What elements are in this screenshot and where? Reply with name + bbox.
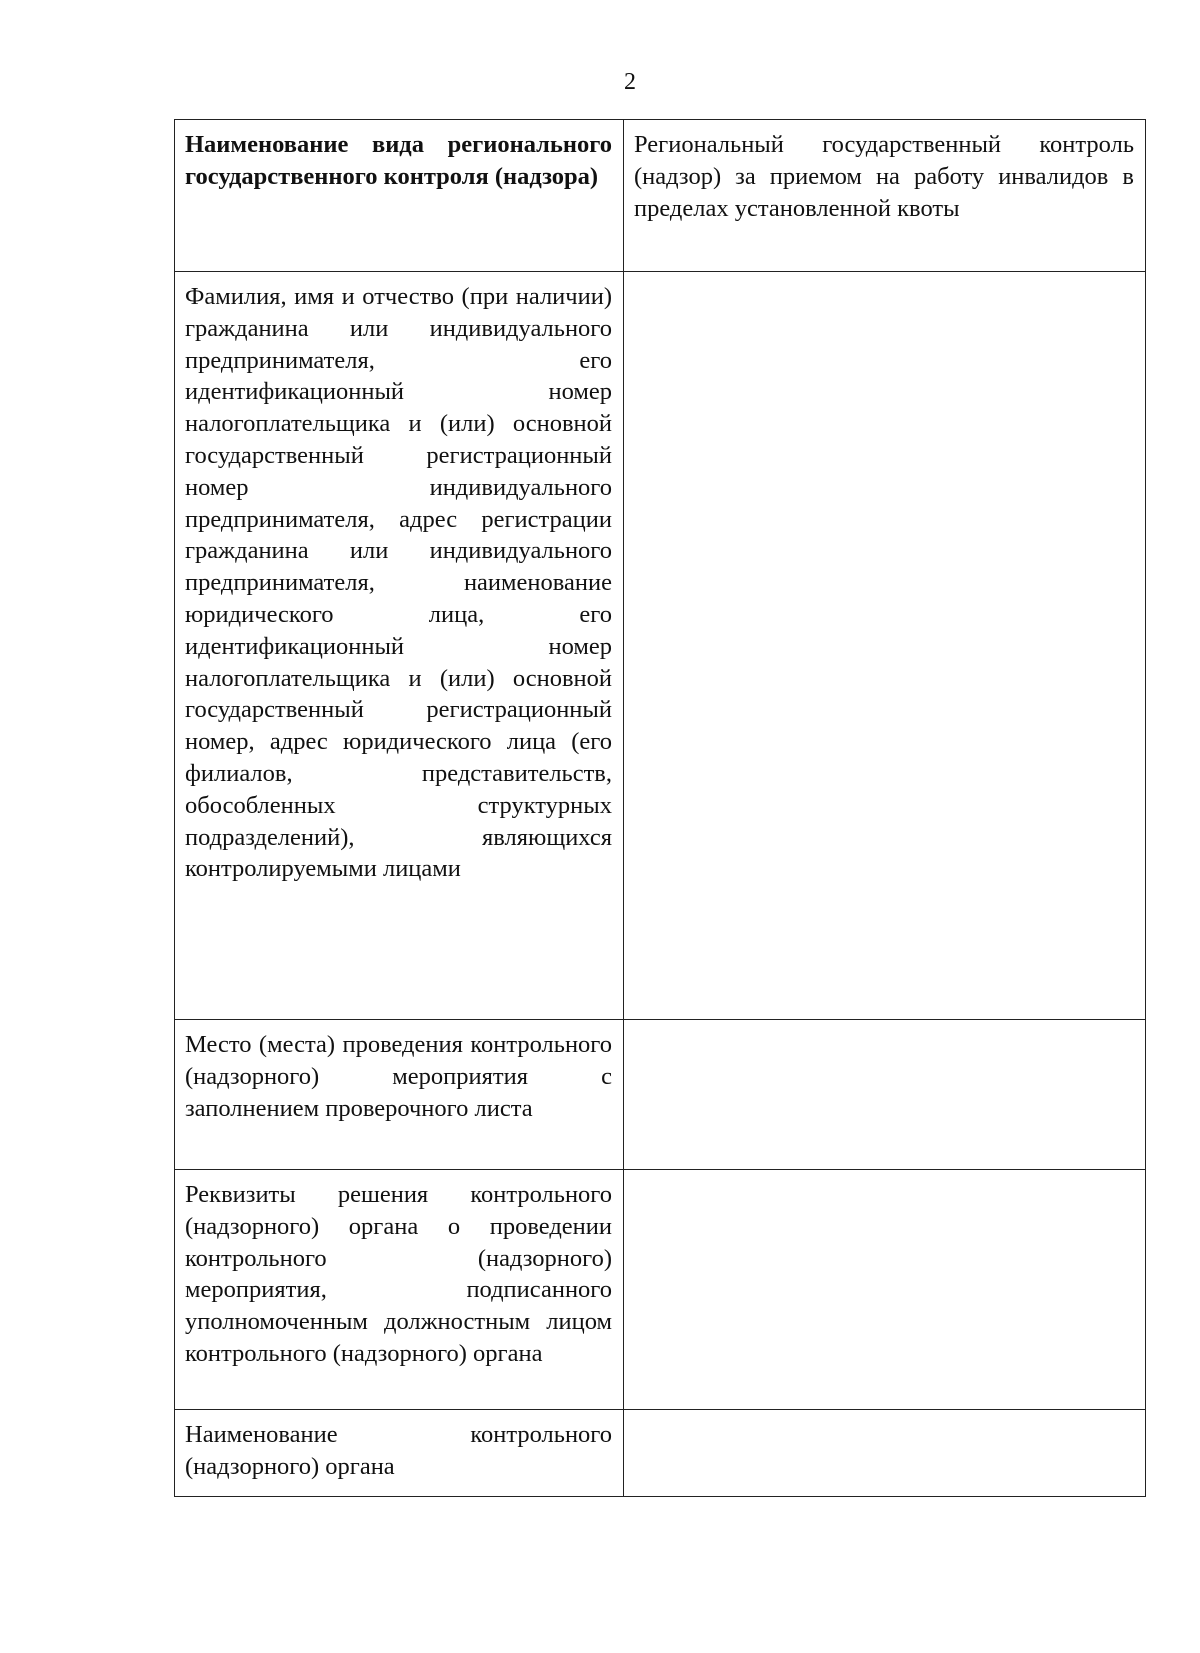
- event-place-label: Место (места) проведения контрольного (надзорного) мероприятия с заполнением проверочного листа: [175, 1020, 624, 1170]
- control-type-value: Региональный государственный контроль (надзор) за приемом на работу инвалидов в пределах установленной квоты: [624, 120, 1146, 272]
- table-row-event-place: [175, 1020, 1146, 1170]
- checklist-table: [174, 119, 1146, 1497]
- table-row-decision-details: [175, 1170, 1146, 1410]
- decision-details-value[interactable]: [624, 1170, 1146, 1410]
- authority-name-value[interactable]: [624, 1410, 1146, 1497]
- decision-details-label: Реквизиты решения контрольного (надзорного) органа о проведении контрольного (надзорного) мероприятия, подписанного уполномоченным должностным лицом контрольного (надзорного) органа: [175, 1170, 624, 1410]
- page-number: 2: [624, 69, 636, 95]
- controlled-person-value[interactable]: [624, 272, 1146, 1020]
- table-row-control-type: [175, 120, 1146, 272]
- table-row-authority-name: [175, 1410, 1146, 1497]
- control-type-label: Наименование вида регионального государственного контроля (надзора): [175, 120, 624, 272]
- controlled-person-label: Фамилия, имя и отчество (при наличии) гражданина или индивидуального предпринимателя, его идентификационный номер налогоплательщика и (или) основной государственный регистрационный номер индивидуального предпринимателя, адрес регистрации гражданина или индивидуального предпринимателя, наименование юридического лица, его идентификационный номер налогоплательщика и (или) основной государственный регистрационный номер, адрес юридического лица (его филиалов, представительств, обособленных структурных подразделений), являющихся контролируемыми лицами: [175, 272, 624, 1020]
- authority-name-label: Наименование контрольного (надзорного) органа: [175, 1410, 624, 1497]
- event-place-value[interactable]: [624, 1020, 1146, 1170]
- table-row-controlled-person: [175, 272, 1146, 1020]
